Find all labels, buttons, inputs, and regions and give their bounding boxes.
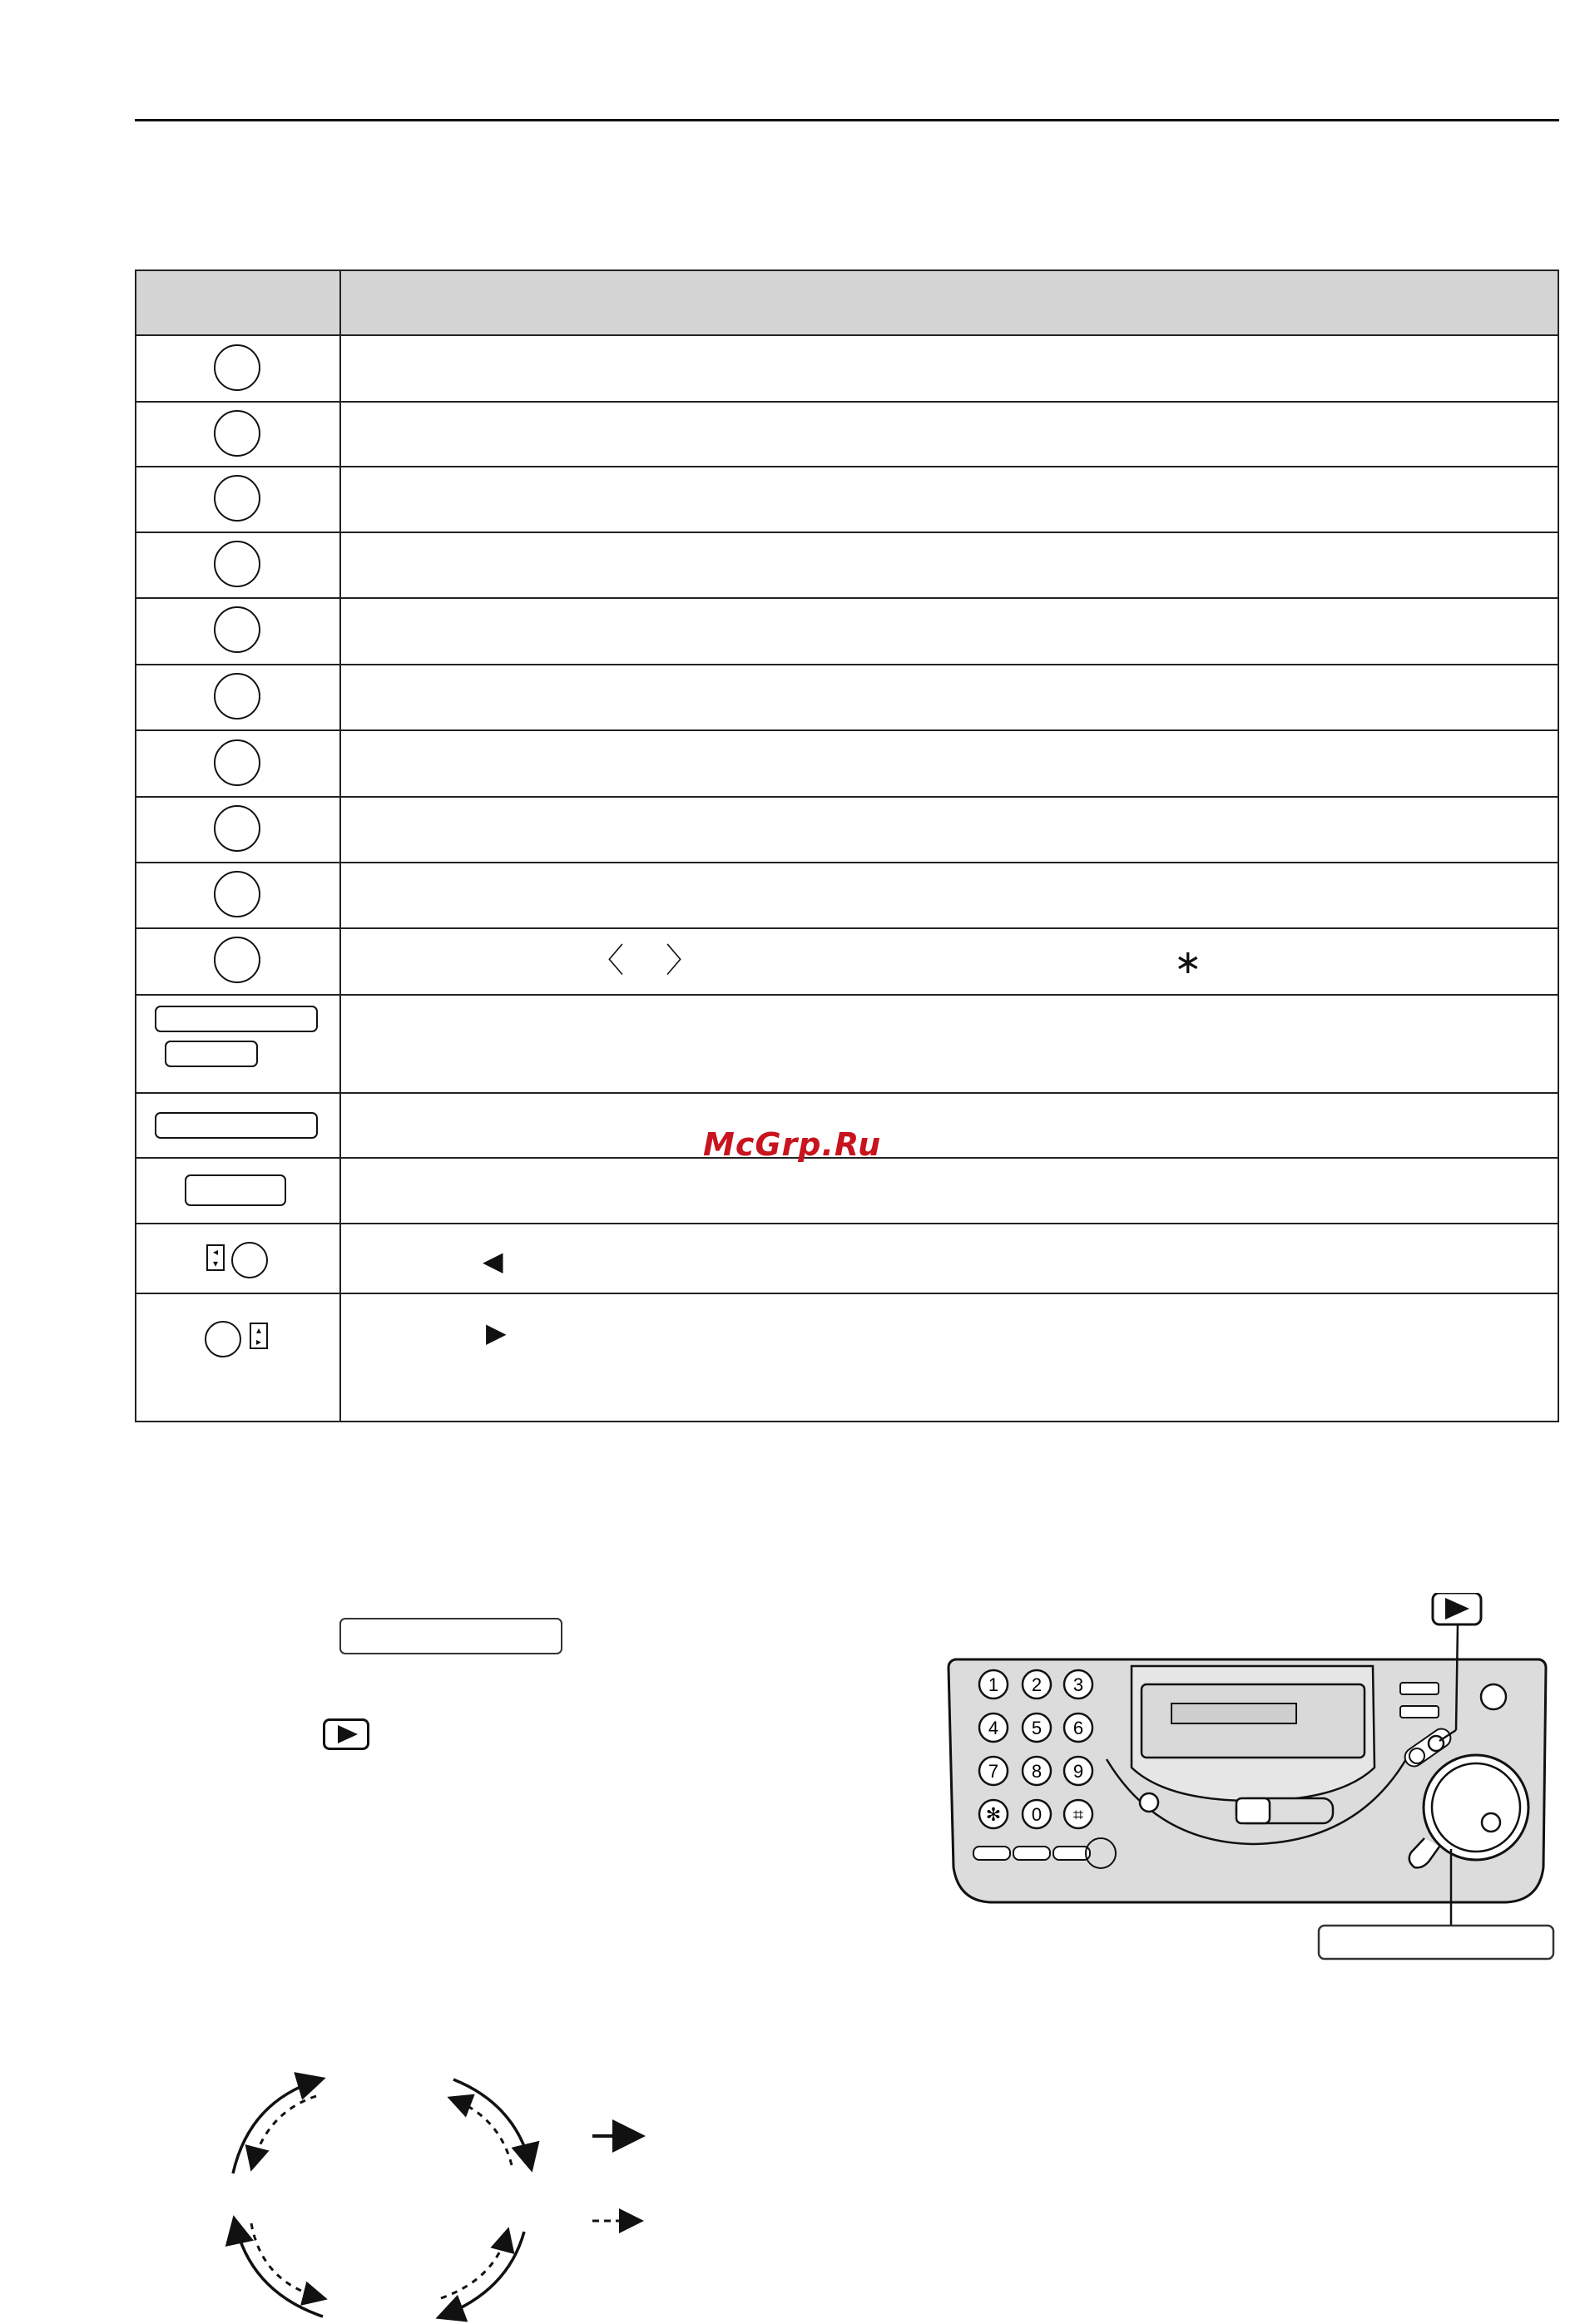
panel-key-icon — [1400, 1683, 1439, 1694]
table-row — [136, 1294, 1558, 1422]
long-key-icon — [155, 1006, 318, 1032]
cycle-arrow-dashed — [452, 2099, 512, 2165]
keypad-key-label: 7 — [988, 1761, 999, 1782]
cycle-arrow-solid — [453, 2079, 531, 2167]
keypad-key-label: 8 — [1031, 1761, 1043, 1782]
short-key-icon — [165, 1041, 258, 1067]
keypad-key-label: 6 — [1072, 1718, 1084, 1738]
table-header — [136, 271, 1558, 336]
table-row — [136, 665, 1558, 731]
close-angle-bracket-icon: 〉 — [666, 942, 699, 979]
cycle-arrow-dashed — [441, 2232, 508, 2298]
volume-down-icon: ◂ ▾ — [206, 1244, 225, 1271]
table-row — [136, 467, 1558, 533]
keypad-key-label: 3 — [1072, 1674, 1084, 1695]
slider-knob — [1236, 1798, 1270, 1823]
keypad-key-label: 9 — [1072, 1761, 1084, 1782]
cycle-arrow-solid — [235, 2221, 323, 2317]
open-angle-bracket-icon: 〈 — [591, 942, 624, 979]
top-rule — [135, 119, 1559, 121]
callout-label-box — [1319, 1926, 1553, 1959]
circle-key-icon — [205, 1321, 241, 1357]
keypad-key-label: ✻ — [985, 1804, 1002, 1825]
jog-dial-knob — [1482, 1813, 1500, 1832]
keypad-key-label: 1 — [988, 1674, 999, 1695]
keypad-key-label: 5 — [1031, 1718, 1043, 1738]
circle-key-icon — [214, 541, 260, 587]
volume-up-icon: ▴ ▸ — [250, 1323, 268, 1349]
short-key-icon — [185, 1174, 286, 1206]
right-arrow-icon: ▶ — [486, 1318, 507, 1347]
table-row — [136, 336, 1558, 403]
table-row — [136, 929, 1558, 996]
cycle-arrow-dashed — [251, 2223, 323, 2298]
circle-key-icon — [214, 871, 260, 917]
table-row — [136, 731, 1558, 798]
cycle-arrow-dashed — [252, 2096, 316, 2167]
cycle-diagram — [216, 2042, 682, 2324]
table-row — [136, 863, 1558, 929]
circle-key-icon — [214, 475, 260, 522]
circle-key-icon — [231, 1242, 268, 1278]
circle-key-icon — [214, 673, 260, 719]
panel-key-icon — [1400, 1706, 1439, 1718]
table-row — [136, 996, 1558, 1094]
circle-key-icon — [214, 606, 260, 653]
left-arrow-icon: ◀ — [483, 1246, 503, 1276]
star-key-icon: ∗ — [1174, 944, 1202, 981]
panel-button-icon — [1481, 1684, 1506, 1709]
table-row — [136, 798, 1558, 863]
long-key-icon — [155, 1112, 318, 1139]
circle-key-icon — [214, 805, 260, 852]
table-row — [136, 1159, 1558, 1224]
panel-button-icon — [1140, 1793, 1158, 1812]
panel-key-icon — [1013, 1847, 1050, 1860]
lcd-screen — [1171, 1703, 1296, 1723]
jog-dial-inner — [1432, 1763, 1520, 1852]
keypad-key-label: 4 — [988, 1718, 999, 1738]
circle-key-icon — [214, 410, 260, 457]
table-row — [136, 1224, 1558, 1294]
table-row — [136, 599, 1558, 665]
panel-button-icon — [1409, 1748, 1424, 1763]
circle-key-icon — [214, 937, 260, 983]
play-key-icon — [323, 1718, 369, 1750]
play-button-spot — [1429, 1736, 1444, 1751]
table-row — [136, 533, 1558, 599]
keypad-key-label: 2 — [1031, 1674, 1043, 1695]
keypad-key-label: 0 — [1031, 1804, 1043, 1825]
panel-key-icon — [1053, 1847, 1090, 1860]
instruction-key-icon — [339, 1618, 562, 1654]
circle-key-icon — [214, 739, 260, 786]
fax-panel-illustration — [940, 1593, 1580, 1992]
keypad-key-label: ⌗ — [1072, 1804, 1084, 1825]
key-function-table — [135, 269, 1559, 1422]
watermark: McGrp.Ru — [703, 1126, 882, 1163]
cycle-arrow-solid — [233, 2079, 320, 2173]
circle-key-icon — [214, 344, 260, 391]
panel-key-icon — [973, 1847, 1010, 1860]
table-row — [136, 403, 1558, 467]
